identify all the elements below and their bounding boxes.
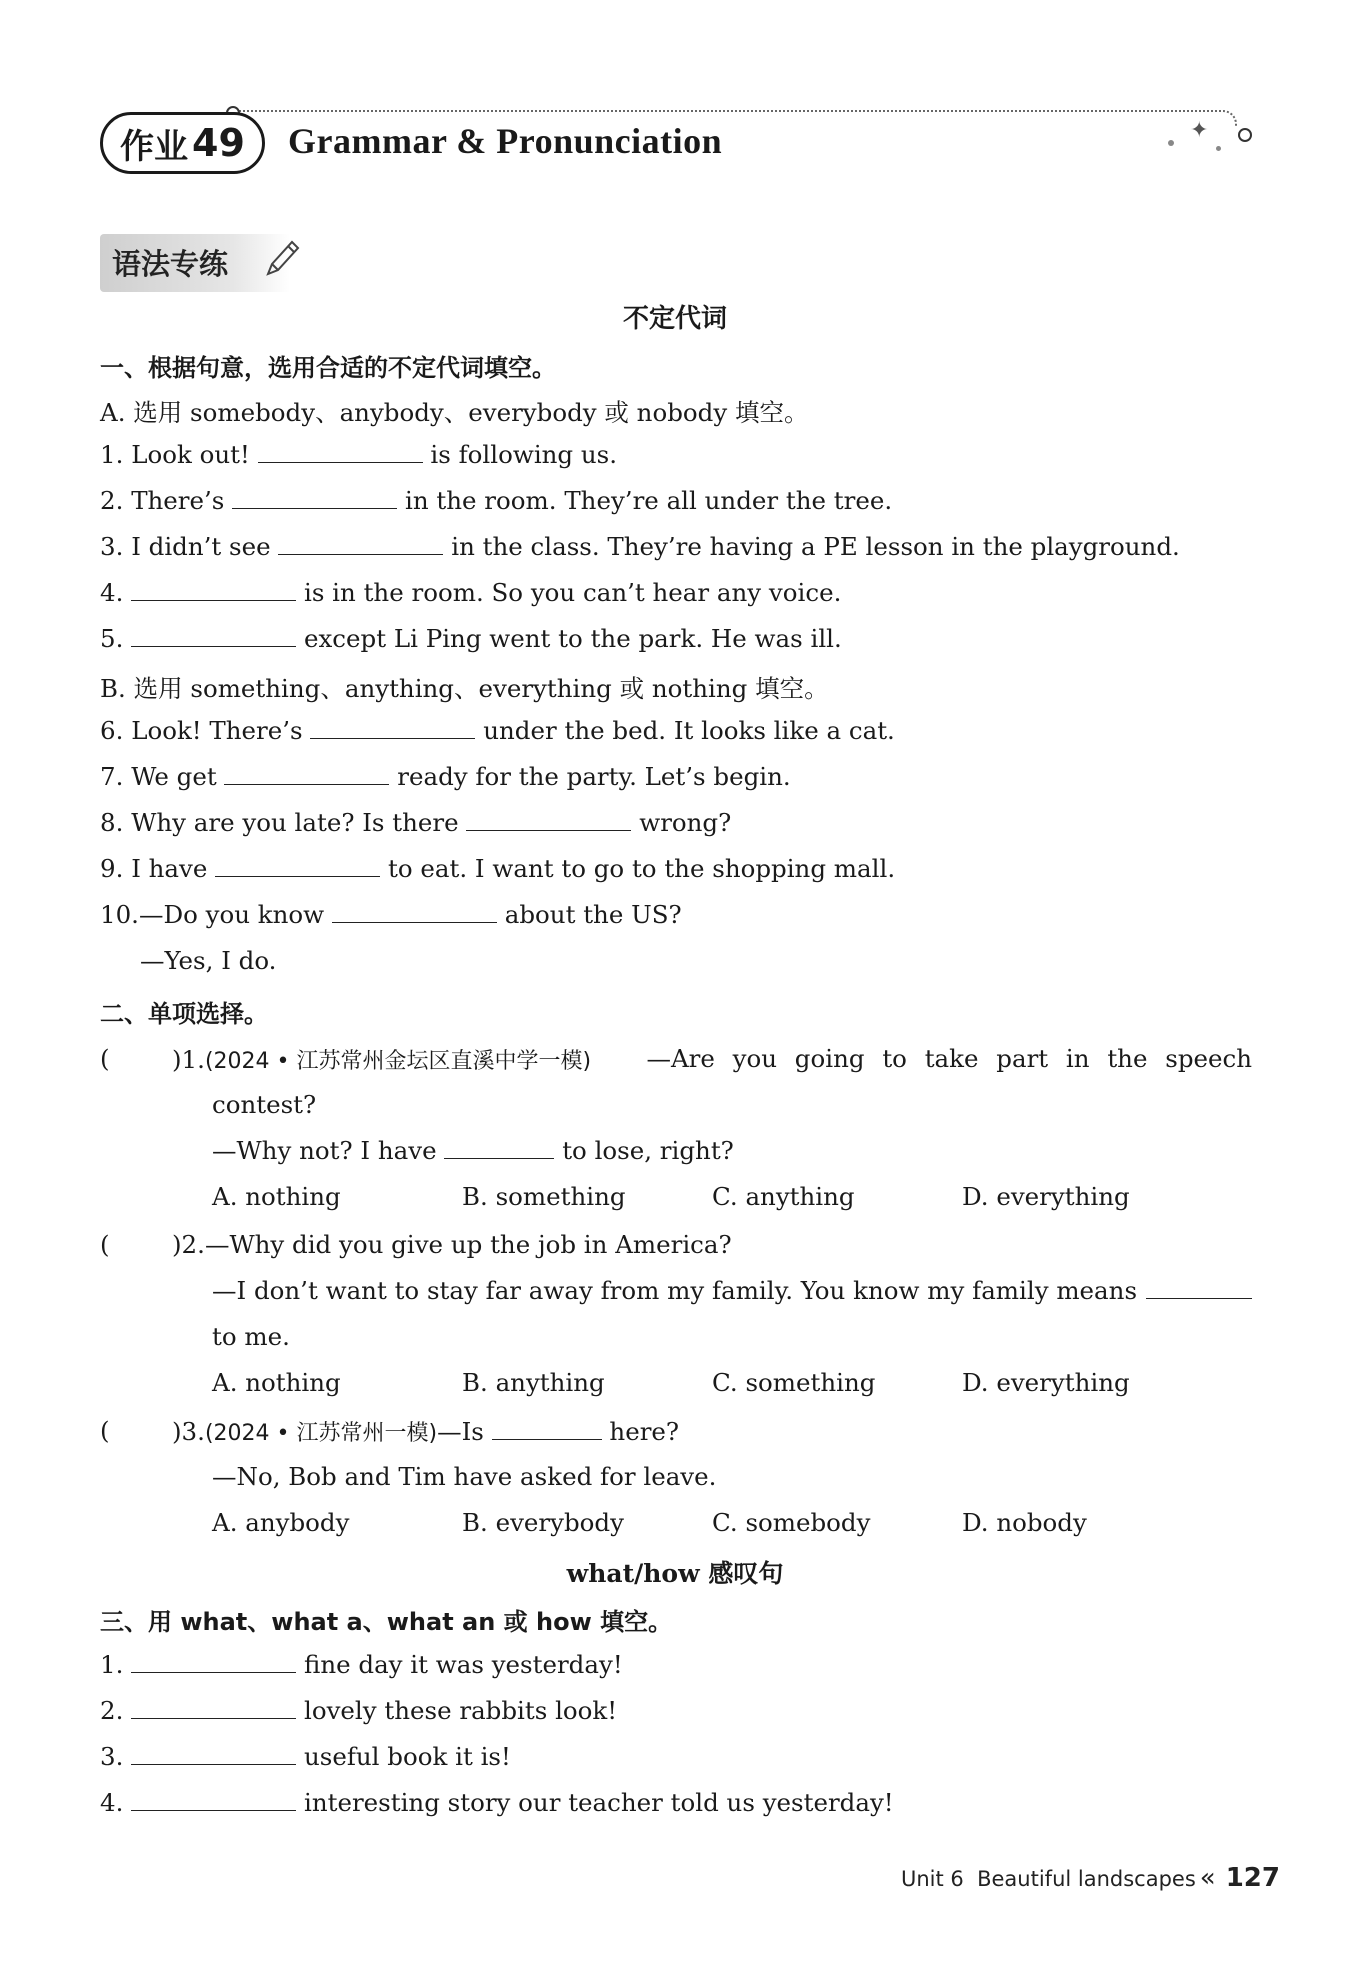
homework-badge <box>100 112 265 174</box>
footer-unit-title: Beautiful landscapes <box>977 1867 1196 1891</box>
fill-item: 7. We get ready for the party. Let’s begin. <box>100 762 791 791</box>
option-d[interactable]: D. everything <box>962 1182 1130 1211</box>
mc-question: )3.(2024 • 江苏常州一模)—Is here? <box>172 1417 680 1446</box>
mc-question-cont: —Why not? I have to lose, right? <box>212 1136 734 1165</box>
part3-heading: 三、用 what、what a、what an 或 how 填空。 <box>100 1608 673 1636</box>
answer-blank[interactable] <box>131 1742 296 1765</box>
answer-paren[interactable]: ( <box>100 1416 110 1445</box>
answer-paren[interactable]: ( <box>100 1044 110 1073</box>
fill-item: 6. Look! There’s under the bed. It looks like a cat. <box>100 716 895 745</box>
answer-blank[interactable] <box>232 486 397 509</box>
dot-icon <box>1216 146 1221 151</box>
option-d[interactable]: D. nobody <box>962 1508 1087 1537</box>
page-footer <box>901 1863 1280 1893</box>
option-a[interactable]: A. nothing <box>212 1368 341 1397</box>
option-d[interactable]: D. everything <box>962 1368 1130 1397</box>
fill-item: 2. There’s in the room. They’re all under the tree. <box>100 486 893 515</box>
option-b[interactable]: B. something <box>462 1182 626 1211</box>
answer-blank[interactable] <box>1146 1276 1252 1299</box>
answer-blank[interactable] <box>466 808 631 831</box>
option-c[interactable]: C. somebody <box>712 1508 871 1537</box>
footer-unit: Unit 6 <box>900 1867 964 1891</box>
badge-label: 作业 <box>120 126 189 167</box>
answer-blank[interactable] <box>332 900 497 923</box>
answer-paren[interactable]: ( <box>100 1230 110 1259</box>
page-title: Grammar & Pronunciation <box>288 121 723 161</box>
option-c[interactable]: C. something <box>712 1368 876 1397</box>
pencil-icon <box>262 236 302 280</box>
section-tag-label: 语法专练 <box>112 247 229 281</box>
answer-blank[interactable] <box>310 716 475 739</box>
mc-question: )1.(2024 • 江苏常州金坛区直溪中学一模) —Are you going to take part in the speech <box>172 1044 1252 1074</box>
fill-item: 5. except Li Ping went to the park. He was ill. <box>100 624 842 653</box>
fill-item: 4. is in the room. So you can’t hear any voice. <box>100 578 842 607</box>
answer-blank[interactable] <box>258 440 423 463</box>
answer-blank[interactable] <box>131 1696 296 1719</box>
mc-question: )2.—Why did you give up the job in America? <box>172 1230 732 1259</box>
option-b[interactable]: B. everybody <box>462 1508 624 1537</box>
fill-item: 3. useful book it is! <box>100 1742 511 1771</box>
mc-question-cont: contest? <box>212 1090 317 1119</box>
fill-item: 10.—Do you know about the US? <box>100 900 682 929</box>
option-a[interactable]: A. nothing <box>212 1182 341 1211</box>
answer-blank[interactable] <box>131 578 296 601</box>
header-circle-icon <box>1238 128 1252 142</box>
answer-blank[interactable] <box>224 762 389 785</box>
answer-blank[interactable] <box>444 1136 554 1159</box>
fill-item: 1. Look out! is following us. <box>100 440 618 469</box>
mc-question-cont: —I don’t want to stay far away from my family. You know my family means <box>212 1276 1252 1305</box>
badge-number: 49 <box>192 121 245 165</box>
option-c[interactable]: C. anything <box>712 1182 855 1211</box>
mc-question-cont: —No, Bob and Tim have asked for leave. <box>212 1462 717 1491</box>
answer-blank[interactable] <box>131 624 296 647</box>
page-number: 127 <box>1225 1863 1280 1893</box>
answer-blank[interactable] <box>131 1788 296 1811</box>
fill-item: 3. I didn’t see in the class. They’re having a PE lesson in the playground. <box>100 532 1180 561</box>
option-a[interactable]: A. anybody <box>212 1508 350 1537</box>
fill-item: 4. interesting story our teacher told us yesterday! <box>100 1788 894 1817</box>
part1-title: 不定代词 <box>622 304 727 334</box>
answer-blank[interactable] <box>492 1417 602 1440</box>
fill-item: 1. fine day it was yesterday! <box>100 1650 623 1679</box>
option-b[interactable]: B. anything <box>462 1368 605 1397</box>
sparkle-icon: ✦ <box>1190 118 1209 143</box>
part3-title: what/how 感叹句 <box>566 1559 784 1588</box>
part2-heading: 二、单项选择。 <box>100 1000 268 1028</box>
answer-blank[interactable] <box>278 532 443 555</box>
part1-heading: 一、根据句意，选用合适的不定代词填空。 <box>100 354 556 382</box>
mc-question-cont: to me. <box>212 1322 290 1351</box>
double-chevron-left-icon: « <box>1199 1863 1216 1893</box>
answer-blank[interactable] <box>215 854 380 877</box>
dot-icon <box>1168 140 1174 146</box>
answer-blank[interactable] <box>131 1650 296 1673</box>
dialogue-reply: —Yes, I do. <box>140 946 277 975</box>
group-a-instruction: A. 选用 somebody、anybody、everybody 或 nobody 填空。 <box>100 398 809 427</box>
fill-item: 2. lovely these rabbits look! <box>100 1696 618 1725</box>
fill-item: 8. Why are you late? Is there wrong? <box>100 808 732 837</box>
group-b-instruction: B. 选用 something、anything、everything 或 nothing 填空。 <box>100 674 829 703</box>
fill-item: 9. I have to eat. I want to go to the shopping mall. <box>100 854 896 883</box>
